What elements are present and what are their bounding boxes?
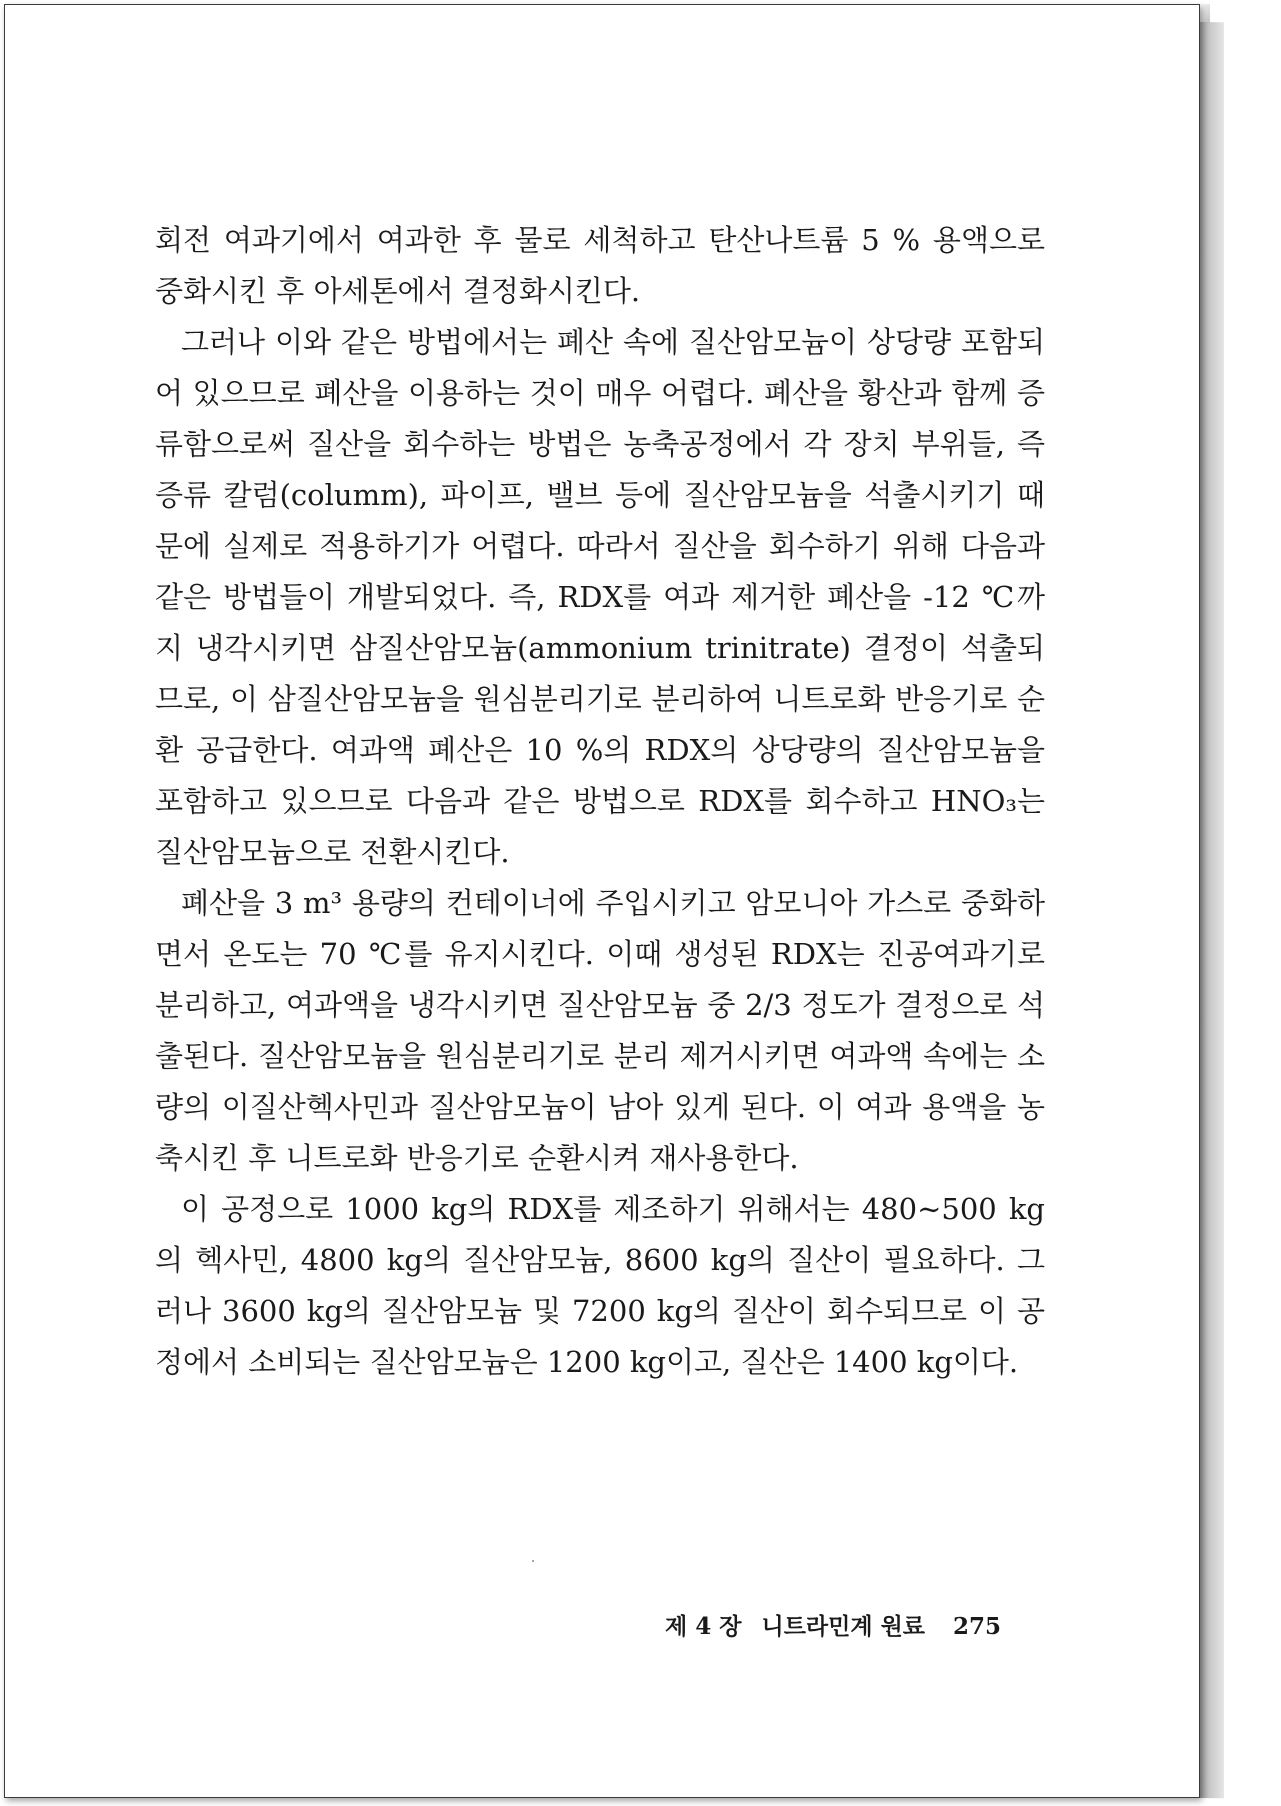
paragraph-1: 회전 여과기에서 여과한 후 물로 세척하고 탄산나트륨 5 % 용액으로 중화시킨 후 아세톤에서 결정화시킨다. — [155, 223, 1045, 308]
page-stack-shadow — [1200, 22, 1224, 1798]
book-page — [4, 4, 1200, 1798]
page-footer — [665, 1608, 1065, 1641]
paragraph-3: 폐산을 3 m³ 용량의 컨테이너에 주입시키고 암모니아 가스로 중화하면서 온도는 70 ℃를 유지시킨다. 이때 생성된 RDX는 진공여과기로 분리하고, 여과액을 냉각시키면 질산암모늄 중 2/3 정도가 결정으로 석출된다. 질산암모늄을 원심분리기로 분리 제거시키면 여과액 속에는 소량의 이질산헥사민과 질산암모늄이 남아 있게 된다. 이 여과 용액을 농축시킨 후 니트로화 반응기로 순환시켜 재사용한다. — [155, 886, 1045, 1175]
paragraph-4: 이 공정으로 1000 kg의 RDX를 제조하기 위해서는 480∼500 kg의 헥사민, 4800 kg의 질산암모늄, 8600 kg의 질산이 필요하다. 그러나 3600 kg의 질산암모늄 및 7200 kg의 질산이 회수되므로 이 공정에서 소비되는 질산암모늄은 1200 kg이고, 질산은 1400 kg이다. — [155, 1192, 1045, 1379]
chapter-label: 제 4 장 — [665, 1613, 742, 1640]
body-text — [155, 215, 1045, 1388]
scan-speck — [532, 1560, 534, 1562]
chapter-title: 니트라민계 원료 — [761, 1613, 926, 1640]
paragraph-2: 그러나 이와 같은 방법에서는 폐산 속에 질산암모늄이 상당량 포함되어 있으므로 폐산을 이용하는 것이 매우 어렵다. 폐산을 황산과 함께 증류함으로써 질산을 회수하는 방법은 농축공정에서 각 장치 부위들, 즉 증류 칼럼(columm), 파이프, 밸브 등에 질산암모늄을 석출시키기 때문에 실제로 적용하기가 어렵다. 따라서 질산을 회수하기 위해 다음과 같은 방법들이 개발되었다. 즉, RDX를 여과 제거한 폐산을 -12 ℃까지 냉각시키면 삼질산암모늄(ammonium trinitrate) 결정이 석출되므로, 이 삼질산암모늄을 원심분리기로 분리하여 니트로화 반응기로 순환 공급한다. 여과액 폐산은 10 %의 RDX의 상당량의 질산암모늄을 포함하고 있으므로 다음과 같은 방법으로 RDX를 회수하고 HNO₃는 질산암모늄으로 전환시킨다. — [155, 325, 1045, 869]
page-number: 275 — [953, 1613, 1002, 1640]
